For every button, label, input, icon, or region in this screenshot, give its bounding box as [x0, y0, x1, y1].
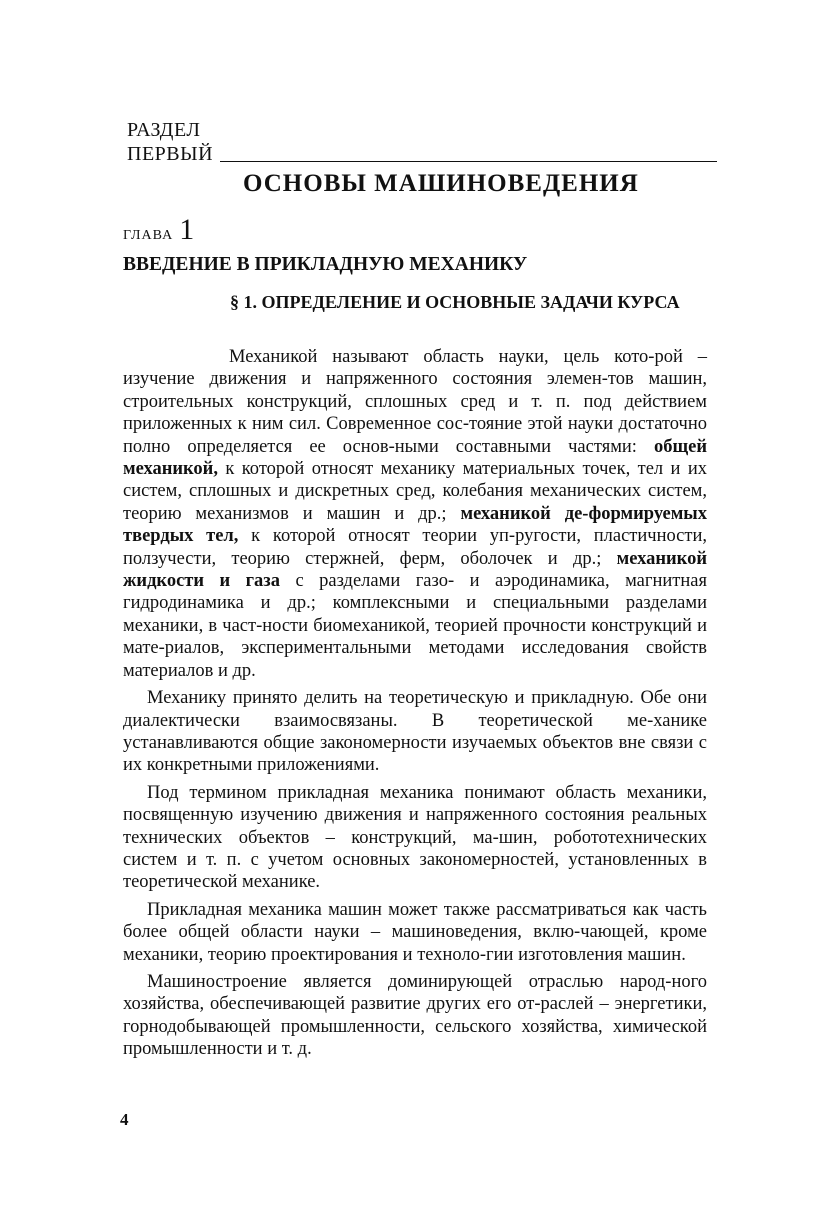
chapter-word: ГЛАВА [123, 228, 174, 243]
section-label-line2: ПЕРВЫЙ [127, 143, 214, 165]
section-divider [220, 161, 717, 162]
term-deformable-solids: механикой де-формируемых твердых тел, [123, 503, 708, 547]
chapter-title: ВВЕДЕНИЕ В ПРИКЛАДНУЮ МЕХАНИКУ [123, 254, 528, 275]
term-general-mechanics: общей механикой, [123, 436, 707, 480]
chapter-label [123, 213, 194, 247]
body-paragraph-2: Механику принято делить на теоретическую и прикладную. Обе они диалектически взаимосвязаны. В теоретической ме-ханике устанавливаются общие закономерности изучаемых объектов вне связи с их конкретными приложениями. [123, 688, 707, 776]
p1-text-3: к которой относят теории уп-ругости, пластичности, ползучести, теорию стержней, ферм, оболочек и др.; [123, 526, 707, 569]
body-paragraph-1 [123, 346, 707, 682]
body-paragraph-4: Прикладная механика машин может также рассматриваться как часть более общей области науки – машиноведения, вклю-чающей, кроме механики, теорию проектирования и техноло-гии изготовления машин. [123, 899, 707, 965]
page-number: 4 [120, 1110, 129, 1129]
section-label [127, 118, 213, 166]
section-label-line1: РАЗДЕЛ [127, 119, 201, 141]
body-paragraph-5: Машиностроение является доминирующей отраслью народ-ного хозяйства, обеспечивающей развитие других его от-раслей – энергетики, горнодобывающей промышленности, сельского хозяйства, химической промышленности и т. д. [123, 971, 707, 1060]
paragraph-heading: § 1. ОПРЕДЕЛЕНИЕ И ОСНОВНЫЕ ЗАДАЧИ КУРСА [230, 292, 680, 312]
chapter-number: 1 [179, 213, 195, 246]
part-title: ОСНОВЫ МАШИНОВЕДЕНИЯ [243, 170, 639, 197]
p1-text-2: к которой относят механику материальных точек, тел и их систем, сплошных и дискретных сред, колебания механических систем, теорию механизмов и машин и др.; [123, 459, 707, 524]
p1-text-4: с разделами газо- и аэродинамика, магнитная гидродинамика и др.; комплексными и специальными разделами механики, в част-ности биомеханикой, теорией прочности конструкций и мате-риалов, экспериментальными методами исследования свойств материалов и др. [123, 571, 707, 681]
body-paragraph-3: Под термином прикладная механика понимают область механики, посвященную изучению движения и напряженного состояния реальных технических объектов – конструкций, ма-шин, робототехнических систем и т. п. с учетом основных закономерностей, установленных в теоретической механике. [123, 782, 707, 893]
p1-text-1: Механикой называют область науки, цель кото-рой – изучение движения и напряженного состояния элемен-тов машин, строительных конструкций, сплошных сред и т. п. под действием приложенных к ним сил. Современное сос-тояние этой науки достаточно полно определяется ее основ-ными составными частями: [123, 347, 707, 457]
term-fluid-gas-mechanics: механикой жидкости и газа [123, 548, 707, 592]
body-text [123, 346, 707, 1061]
